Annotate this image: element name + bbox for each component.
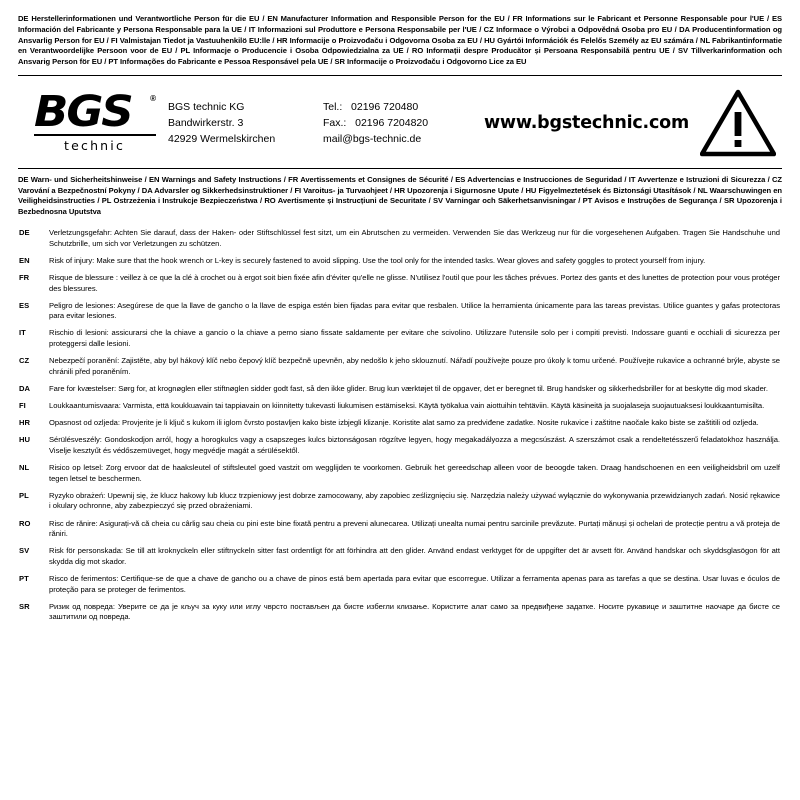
fax-value: 02196 7204820 xyxy=(355,116,429,129)
list-item xyxy=(18,546,782,567)
warning-text: Ризик од повреда: Уверите се да је кључ за куку или иглу чврсто постављен да бисте избегли клизање. Користите алат само за предвиђене задатке. Носите рукавице и заштитне наочаре да бисте се заштитили од повреда. xyxy=(49,601,780,622)
list-item xyxy=(18,273,782,294)
company-contact xyxy=(323,99,483,148)
warning-text: Opasnost od ozljeda: Provjerite je li ključ s kukom ili iglom čvrsto postavljen kako biste izbjegli klizanje. Koristite alat samo za predviđene zadatke. Nosite rukavice i zaštitne naočale kako biste se zaštitili od ozljeda. xyxy=(49,418,759,428)
language-code: SR xyxy=(19,601,30,611)
warning-text: Sérülésveszély: Gondoskodjon arról, hogy a horogkulcs vagy a csapszeges kulcs biztonságosan rögzítve legyen, hogy megakadályozza a megcsúszást. A szerszámot csak a rendeltetésszerű feladatokhoz használja. Viselje kesztyűt és védőszemüveget, hogy megvédje magát a sérülésektől. xyxy=(49,435,780,455)
warning-text: Risc de rănire: Asigurați-vă că cheia cu cârlig sau cheia cu pini este bine fixată pentru a preveni alunecarea. Utilizați unealta numai pentru sarcinile prevăzute. Purtați mănuși și ochelari de protecție pentru a vă proteja de răniri. xyxy=(49,518,780,539)
list-item xyxy=(18,602,782,623)
list-item xyxy=(18,256,782,267)
warning-text: Risk of injury: Make sure that the hook wrench or L-key is securely fastened to avoid slipping. Use the tool only for the intended tasks. Wear gloves and safety goggles to protect yourself from injury. xyxy=(49,255,706,265)
list-item xyxy=(18,228,782,249)
telephone-label: Tel.: xyxy=(323,100,343,113)
language-code: CZ xyxy=(19,356,30,366)
list-item xyxy=(18,574,782,595)
company-address xyxy=(168,99,323,148)
email-address[interactable]: mail@bgs-technic.de xyxy=(323,133,422,146)
fax-line xyxy=(323,115,483,131)
list-item xyxy=(18,418,782,429)
language-code: ES xyxy=(19,300,30,310)
warning-text: Peligro de lesiones: Asegúrese de que la llave de gancho o la llave de espiga estén bien fijadas para evitar que resbalen. Utilice la herramienta únicamente para las tareas previstas. Utilice guantes y gafas protectoras para evitar lesiones. xyxy=(49,300,780,321)
warning-triangle-wrapper xyxy=(690,89,782,157)
list-item xyxy=(18,463,782,484)
language-code: HU xyxy=(19,435,30,445)
warning-rows xyxy=(18,228,782,623)
warning-triangle-icon xyxy=(700,89,776,157)
language-code: DA xyxy=(19,383,30,393)
company-name: BGS technic KG xyxy=(168,100,245,113)
telephone-value: 02196 720480 xyxy=(351,100,419,113)
warning-text: Nebezpečí poranění: Zajistěte, aby byl hákový klíč nebo čepový klíč bezpečně upevněn, aby nedošlo k jeho sklouznutí. Nářadí používejte pouze pro úkoly k tomu určené. Používejte rukavice a ochranné brýle, abyste se chránili před poraněním. xyxy=(49,356,780,376)
manufacturer-info-heading: DE Herstellerinformationen und Verantwortliche Person für die EU / EN Manufacturer Information and Responsible Person for the EU / FR Informations sur le Fabricant et Personne Responsable pour l'UE / ES Información del Fabricante y Persona Responsable para la UE / IT Informazioni sul Produttore e Persona Responsabile per l'UE / CZ Informace o Výrobci a Odpovědná Osoba pro EU / DA Producentinformation og Ansvarlig Person for EU / FI Valmistajan Tiedot ja Vastuuhenkilö EU:lle / HR Informacije o Proizvođaču i Odgovorna Osoba za EU / HU Gyártói Információk és Felelős Személy az EU számára / NL Fabrikantinformatie en Verantwoordelijke Persoon voor de EU / PL Informacje o Producencie i Osoba Odpowiedzialna za UE / RO Informații despre Producător și Persoana Responsabilă pentru UE / SV Tillverkarinformation och Ansvarig Person för EU / PT Informações do Fabricante e Pessoa Responsável pela UE / SR Informacije o Proizvođaču i Odgovorno Lice za EU xyxy=(18,14,782,67)
language-code: PT xyxy=(19,574,29,584)
list-item xyxy=(18,384,782,395)
list-item xyxy=(18,328,782,349)
language-code: EN xyxy=(19,255,30,265)
logo-subtext: technic xyxy=(64,138,126,154)
language-code: IT xyxy=(19,328,26,338)
bgs-logo xyxy=(18,87,168,154)
logo-wordmark: BGS xyxy=(34,87,132,138)
list-item xyxy=(18,301,782,322)
warning-text: Verletzungsgefahr: Achten Sie darauf, dass der Haken- oder Stiftschlüssel fest sitzt, um ein Abrutschen zu vermeiden. Verwenden Sie das Werkzeug nur für die vorgesehenen Aufgaben. Tragen Sie Handschuhe und Schutzbrille, um sich vor Verletzungen zu schützen. xyxy=(49,228,780,248)
warning-text: Risico op letsel: Zorg ervoor dat de haaksleutel of stiftsleutel goed vastzit om wegglijden te voorkomen. Gebruik het gereedschap alleen voor de beoogde taken. Draag handschoenen en een veiligheidsbril om uzelf tegen letsel te beschermen. xyxy=(49,463,780,483)
language-code: HR xyxy=(19,418,30,428)
warning-text: Risco de ferimentos: Certifique-se de que a chave de gancho ou a chave de pinos está bem apertada para evitar que escorregue. Utilizar a ferramenta apenas para as tarefas a que se destina. Usar luvas e óculos de proteção para se proteger de ferimentos. xyxy=(49,574,780,594)
language-code: RO xyxy=(19,518,31,528)
warning-text: Ryzyko obrażeń: Upewnij się, że klucz hakowy lub klucz trzpieniowy jest dobrze zamocowany, aby zapobiec ześlizgnięciu się. Narzędzia należy używać wyłącznie do wykonywania przewidzianych zadań. Nosić rękawice i okulary ochronne, aby zabezpieczyć się przed obrażeniami. xyxy=(49,490,780,511)
list-item xyxy=(18,519,782,540)
company-website[interactable]: www.bgstechnic.com xyxy=(483,112,690,133)
list-item xyxy=(18,356,782,377)
list-item xyxy=(18,491,782,512)
language-code: SV xyxy=(19,546,30,556)
company-street: Bandwirkerstr. 3 xyxy=(168,116,244,129)
list-item xyxy=(18,435,782,456)
warning-text: Rischio di lesioni: assicurarsi che la chiave a gancio o la chiave a perno siano fissate saldamente per evitare che scivolino. Utilizzare l'utensile solo per i compiti previsti. Indossare guanti e occhiali di sicurezza per proteggersi dalle lesioni. xyxy=(49,328,780,349)
language-code: DE xyxy=(19,228,30,238)
list-item xyxy=(18,401,782,412)
warning-text: Loukkaantumisvaara: Varmista, että koukkuavain tai tappiavain on kiinnitetty tukevasti liukumisen estämiseksi. Käytä työkalua vain aiottuihin tehtäviin. Käytä käsineitä ja suojalaseja suojautuaksesi loukkaantumisilta. xyxy=(49,401,765,411)
language-code: FI xyxy=(19,401,26,411)
warning-text: Fare for kvæstelser: Sørg for, at krognøglen eller stiftnøglen sidder godt fast, så den ikke glider. Brug kun værktøjet til de opgaver, det er beregnet til. Brug handsker og sikkerhedsbriller for at beskytte dig mod skader. xyxy=(49,383,768,393)
language-code: PL xyxy=(19,490,29,500)
warning-text: Risque de blessure : veillez à ce que la clé à crochet ou à ergot soit bien fixée afin d'éviter qu'elle ne glisse. N'utilisez l'outil que pour les tâches prévues. Portez des gants et des lunettes de protection pour vous protéger des blessures. xyxy=(49,272,780,293)
warnings-heading: DE Warn- und Sicherheitshinweise / EN Warnings and Safety Instructions / FR Avertissements et Consignes de Sécurité / ES Advertencias e Instrucciones de Seguridad / IT Avvertenze e Istruzioni di Sicurezza / CZ Varování a Bezpečnostní Pokyny / DA Advarsler og Sikkerhedsinstruktioner / FI Varoitus- ja Turvaohjeet / HR Upozorenja i Sigurnosne Upute / HU Figyelmeztetések és Biztonsági Utasítások / NL Waarschuwingen en Veiligheidsinstructies / PL Ostrzeżenia i Instrukcje Bezpieczeństwa / RO Avertismente și Instrucțiuni de Securitate / SV Varningar och Säkerhetsanvisningar / PT Avisos e Instruções de Segurança / SR Upozorenja i Bezbednosna Uputstva xyxy=(18,174,782,217)
company-city: 42929 Wermelskirchen xyxy=(168,133,276,146)
language-code: NL xyxy=(19,463,30,473)
fax-label: Fax.: xyxy=(323,116,347,129)
warning-text: Risk för personskada: Se till att kroknyckeln eller stiftnyckeln sitter fast ordentligt för att förhindra att den glider. Använd endast verktyget för de uppgifter det är avsett för. Använd handskar och skyddsglasögon för att skydda dig mot skador. xyxy=(49,546,780,566)
language-code: FR xyxy=(19,272,30,282)
telephone-line xyxy=(323,99,483,115)
registered-trademark-icon: ® xyxy=(150,94,156,104)
company-info-band xyxy=(18,76,782,168)
